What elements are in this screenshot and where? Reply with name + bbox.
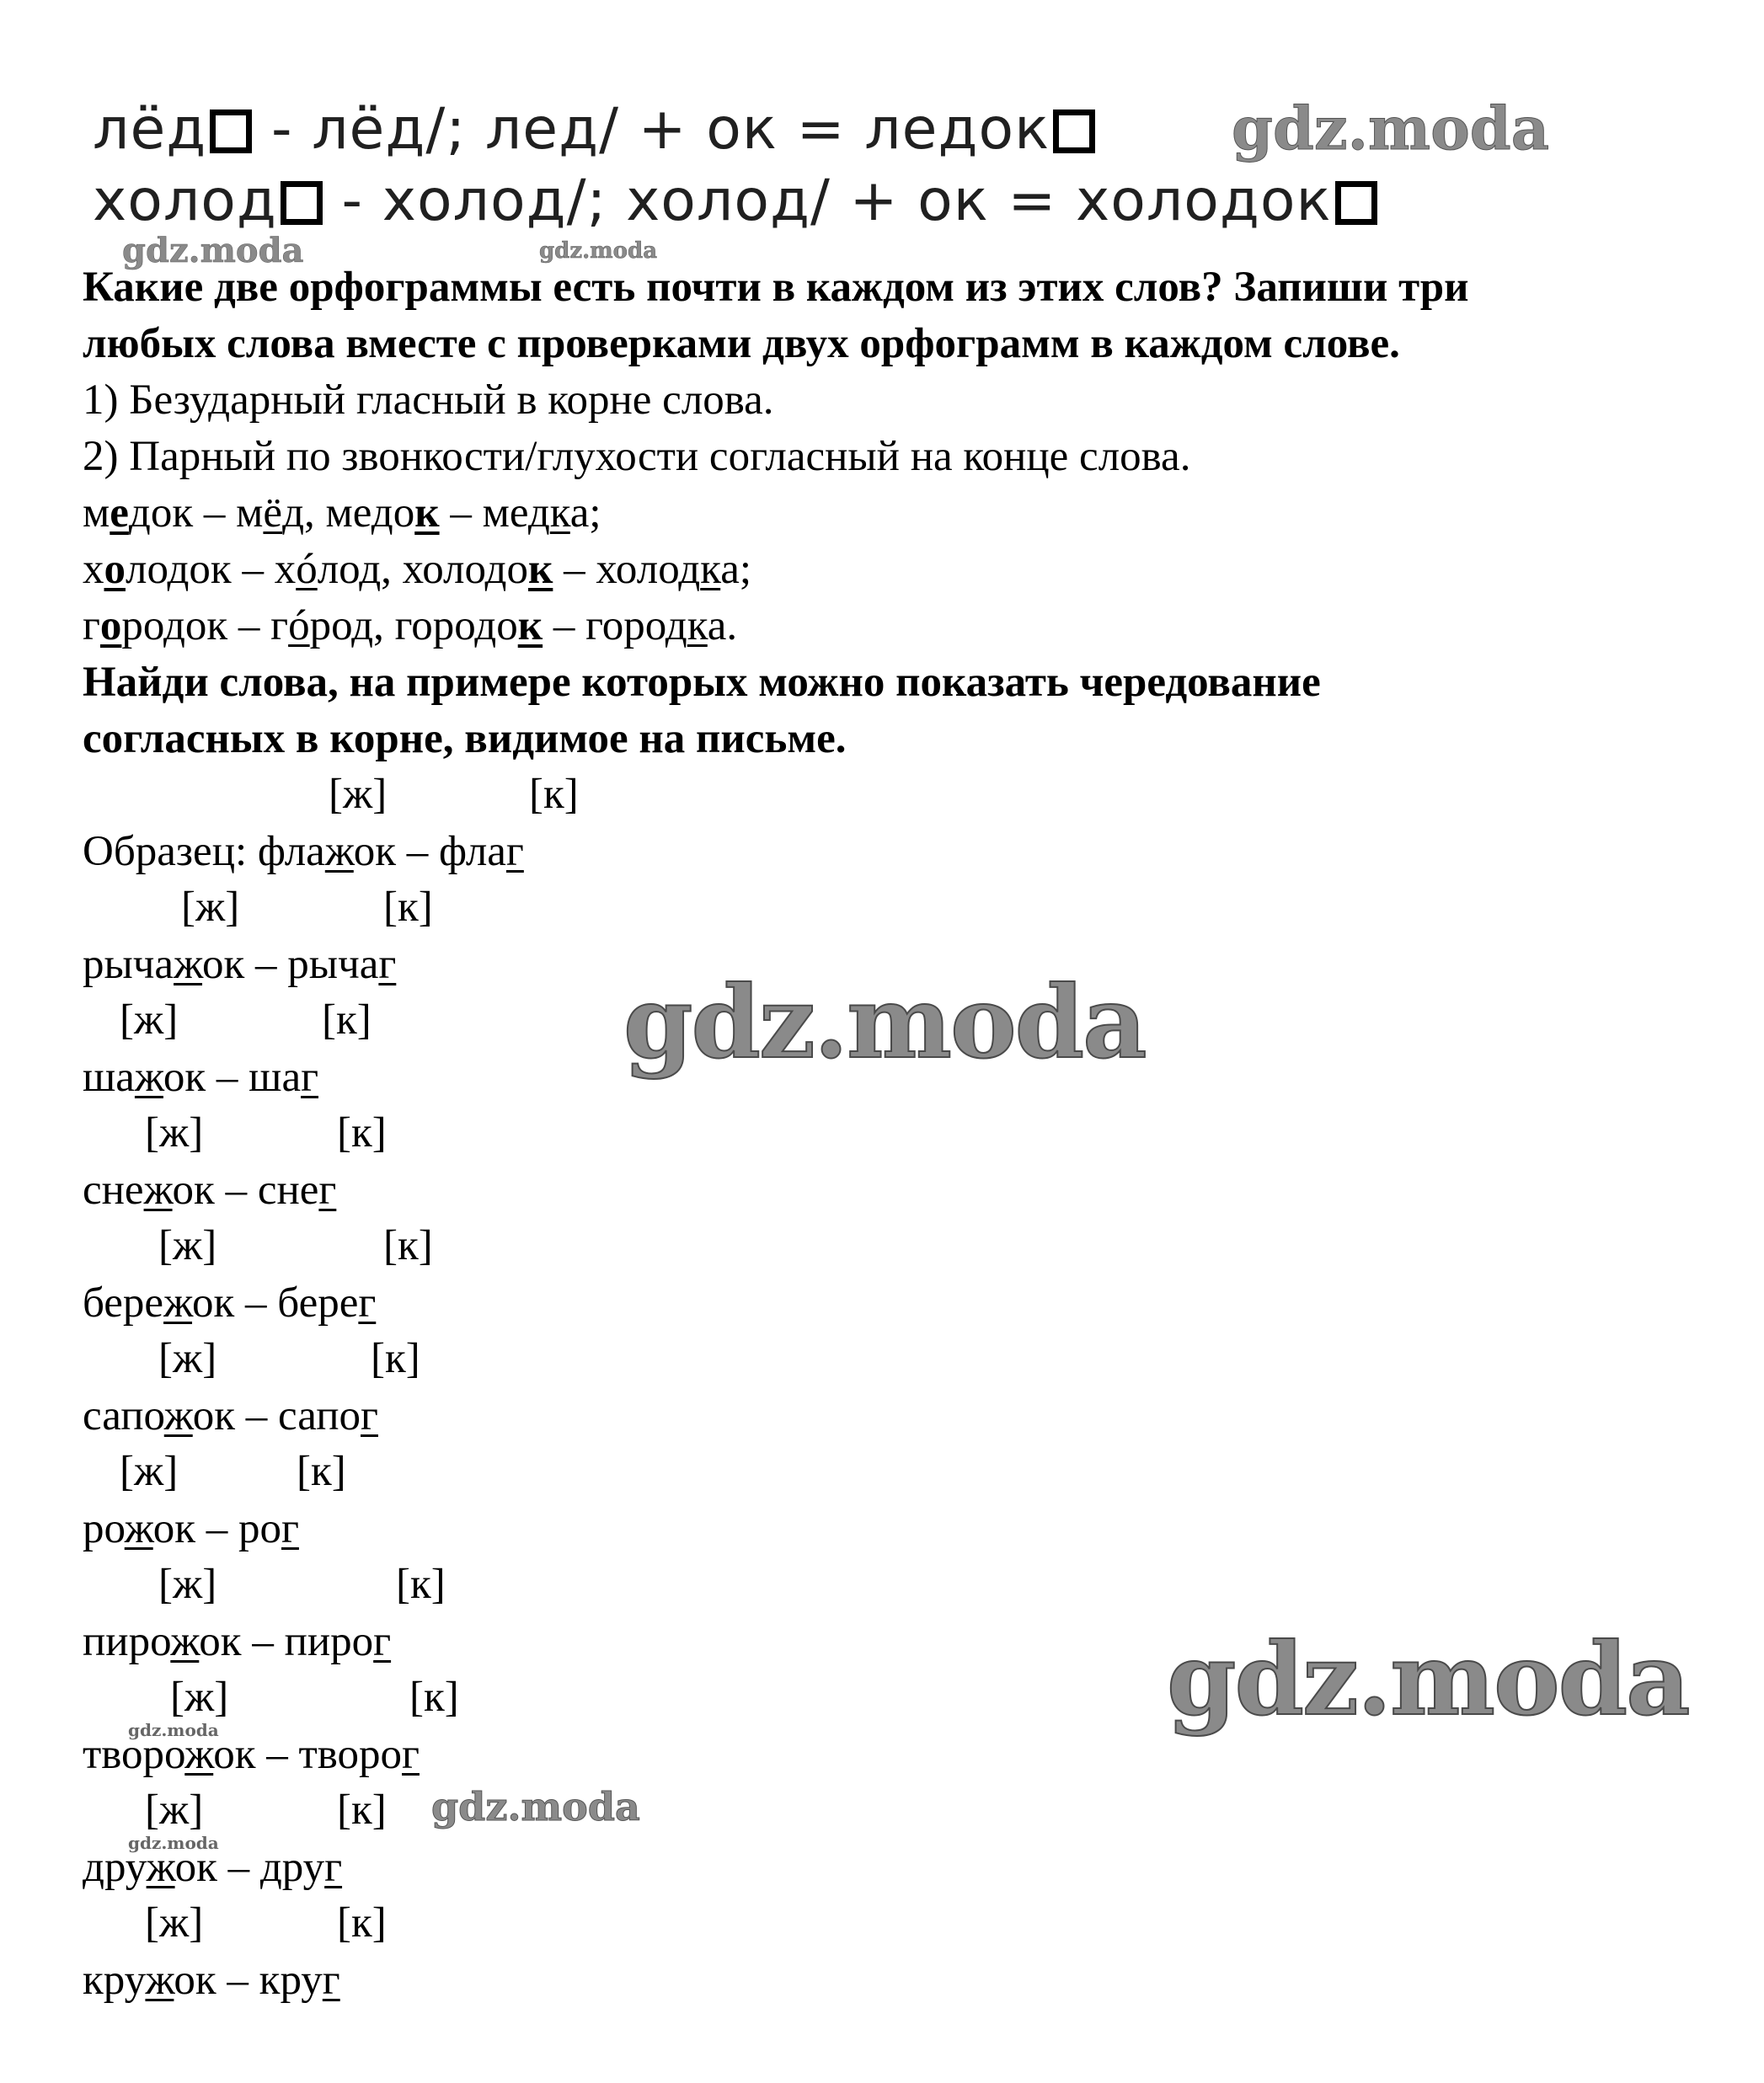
example-line: медок – мёд, медок – медка; — [83, 489, 601, 537]
sound-label: [к] — [409, 1674, 459, 1721]
sound-label: [к] — [383, 884, 433, 931]
sound-label: [ж] — [145, 1899, 204, 1947]
sound-label: [к] — [383, 1222, 433, 1269]
word-pair: дружок – друг — [83, 1844, 343, 1891]
sound-label: [к] — [337, 1899, 387, 1947]
word-pair: сапожок – сапог — [83, 1392, 378, 1439]
sound-label: [ж] — [329, 771, 388, 818]
word-pair: шажок – шаг — [83, 1054, 318, 1101]
task1-answer-1: 1) Безударный гласный в корне слова. — [83, 377, 774, 424]
scheme-text: - холод/; холод/ + ок = холодок — [322, 168, 1332, 234]
scheme-word: лёд — [93, 96, 207, 163]
sound-label: [ж] — [158, 1561, 217, 1608]
watermark: gdz.moda — [623, 964, 1146, 1081]
ending-box — [1053, 109, 1095, 153]
sound-label: [ж] — [158, 1222, 217, 1269]
example-line: городок – гóрод, городок – городка. — [83, 602, 738, 649]
sound-label: [ж] — [145, 1109, 204, 1156]
watermark: gdz.moda — [431, 1784, 640, 1829]
word-pair: снежок – снег — [83, 1167, 337, 1214]
scheme-text: - лёд/; лед/ + ок = ледок — [252, 96, 1050, 163]
scheme-word: холод — [93, 168, 277, 234]
sound-label: [к] — [337, 1787, 387, 1834]
watermark: gdz.moda — [539, 238, 658, 264]
task2-question-line1: Найди слова, на примере которых можно показать чередование — [83, 659, 1321, 706]
word-pair: рычажок – рычаг — [83, 941, 397, 988]
sound-label: [к] — [529, 771, 579, 818]
task1-question-line2: любых слова вместе с проверками двух орфограмм в каждом слове. — [83, 320, 1400, 367]
ending-box — [281, 181, 323, 225]
sound-label: [ж] — [120, 1448, 179, 1495]
ending-box — [210, 109, 252, 153]
watermark: gdz.moda — [128, 1720, 219, 1740]
example-line: холодок – хóлод, холодок – холодка; — [83, 546, 752, 593]
ending-box — [1335, 181, 1377, 225]
task2-question-line2: согласных в корне, видимое на письме. — [83, 715, 847, 762]
scheme-line-1 — [93, 96, 1095, 163]
word-pair: рожок – рог — [83, 1505, 299, 1552]
sound-label: [к] — [322, 996, 372, 1044]
sound-label: [к] — [371, 1335, 420, 1382]
word-pair: творожок – творог — [83, 1731, 420, 1778]
sound-label: [ж] — [158, 1335, 217, 1382]
sample-line: Образец: флажок – флаг — [83, 828, 524, 875]
task1-answer-2: 2) Парный по звонкости/глухости согласный на конце слова. — [83, 433, 1191, 480]
sound-label: [к] — [337, 1109, 387, 1156]
watermark: gdz.moda — [128, 1833, 219, 1853]
sound-label: [ж] — [170, 1674, 229, 1721]
word-pair: пирожок – пирог — [83, 1618, 392, 1665]
watermark: gdz.moda — [122, 231, 304, 270]
sound-label: [ж] — [181, 884, 240, 931]
sound-label: [ж] — [120, 996, 179, 1044]
word-pair: кружок – круг — [83, 1957, 340, 2004]
word-pair: бережок – берег — [83, 1279, 377, 1327]
task1-question-line1: Какие две орфограммы есть почти в каждом из этих слов? Запиши три — [83, 264, 1469, 311]
scheme-line-2 — [93, 168, 1377, 234]
sound-label: [к] — [396, 1561, 446, 1608]
watermark: gdz.moda — [1167, 1621, 1689, 1738]
sound-label: [ж] — [145, 1787, 204, 1834]
sound-label: [к] — [297, 1448, 346, 1495]
watermark: gdz.moda — [1232, 93, 1550, 163]
